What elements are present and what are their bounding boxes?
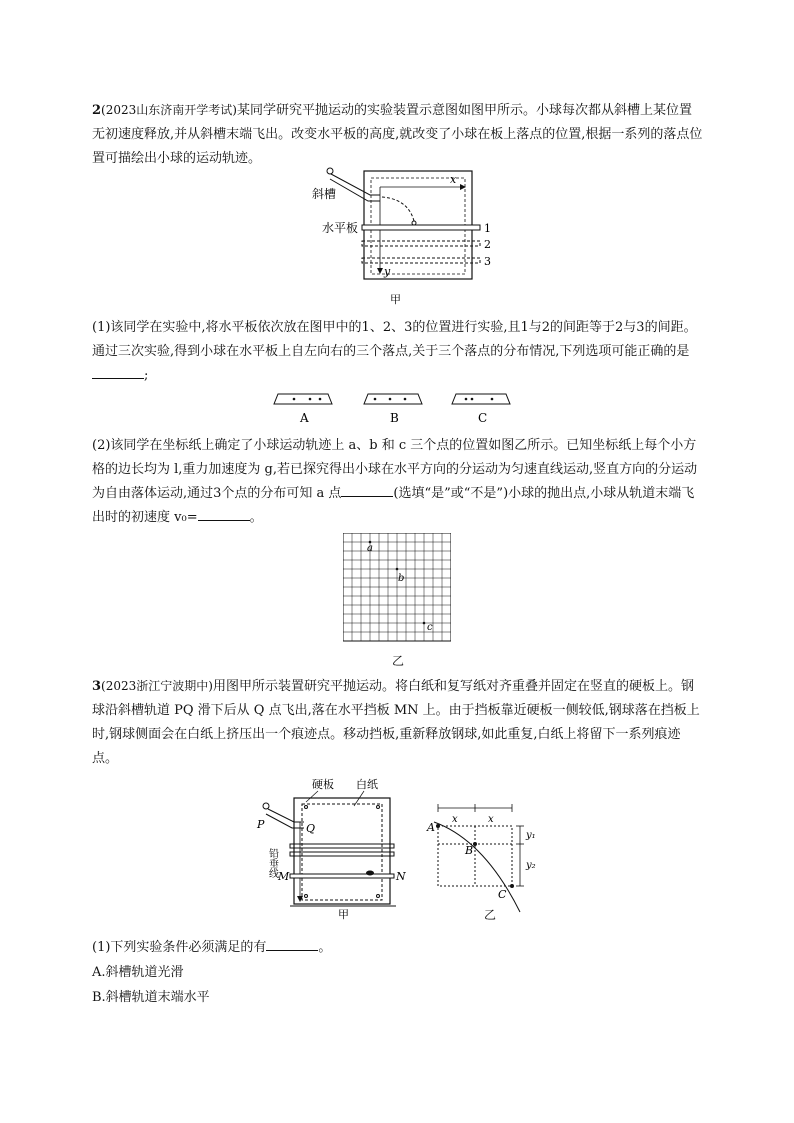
q3-part1-blank	[266, 936, 318, 951]
q3-source: (2023浙江宁波期中)	[101, 679, 213, 693]
q2-label-1: 1	[484, 222, 491, 235]
q2-fig-caption: 甲	[390, 293, 401, 306]
option-b-label: B	[390, 411, 399, 425]
q3-figa-caption: 甲	[338, 908, 349, 921]
q3-label-M: M	[278, 870, 290, 883]
q3-option-a: A.斜槽轨道光滑	[92, 965, 184, 980]
q3-figb-caption: 乙	[484, 908, 497, 922]
q2-part2-blank1	[341, 482, 393, 497]
option-b-board	[364, 394, 422, 404]
q3-stem	[92, 674, 704, 771]
q3-option-b: B.斜槽轨道末端水平	[92, 990, 210, 1005]
q2-label-x: x	[450, 173, 457, 186]
q2-source: (2023山东济南开学考试)	[101, 103, 237, 117]
q3-part1-text: (1)下列实验条件必须满足的有	[92, 940, 267, 955]
q2-figure-apparatus	[300, 165, 500, 315]
q2-part2-text: (2)该同学在坐标纸上确定了小球运动轨迹上 a、b 和 c 三个点的位置如图乙所示。已知坐标纸上每个小方格的边长均为 l,重力加速度为 g,若已探究得出小球在水平方向的分运动为匀速直线运动,竖直方向的分运动为自由落体运动,通过3个点的分布可知 a 点	[92, 438, 698, 501]
q2-part2-end: 。	[249, 510, 263, 525]
q3-hard-board	[294, 798, 390, 904]
q3-trajectory	[434, 822, 520, 912]
q2-label-board: 水平板	[322, 221, 359, 235]
q2-label-2: 2	[484, 238, 491, 251]
q2-label-3: 3	[484, 255, 491, 268]
q3-point-A	[436, 824, 440, 828]
q2-point-b	[396, 568, 399, 571]
q2-chute-top	[327, 168, 333, 174]
q3-chute	[266, 809, 304, 828]
q2-options-figure	[270, 392, 530, 426]
q2-label-chute: 斜槽	[312, 187, 337, 201]
q3-label-Q: Q	[306, 822, 316, 835]
q2-grid-figure	[343, 533, 451, 645]
q2-part2	[92, 434, 704, 530]
q3-point-B	[473, 842, 477, 846]
q3-part1	[92, 936, 704, 960]
q2-part1	[92, 316, 704, 388]
q2-label-b: b	[398, 573, 405, 584]
q2-label-a: a	[367, 543, 373, 554]
q2-part1-end: ;	[144, 368, 149, 383]
q3-number: 3	[92, 679, 102, 694]
q2-stem	[92, 98, 704, 171]
option-c-label: C	[478, 411, 488, 425]
q3-label-x2: x	[488, 814, 494, 825]
q3-baffle-MN	[290, 874, 394, 878]
q2-number: 2	[92, 103, 102, 118]
q3-label-y2: y₂	[526, 860, 536, 871]
q3-label-hardboard: 硬板	[312, 778, 334, 791]
q2-part1-text: (1)该同学在实验中,将水平板依次放在图甲中的1、2、3的位置进行实验,且1与2的间距等于2与3的间距。通过三次实验,得到小球在水平板上自左向右的三个落点,关于三个落点的分布情况,下列选项可能正确的是	[92, 320, 697, 359]
q3-label-paper: 白纸	[356, 778, 378, 791]
q2-part1-blank	[92, 364, 144, 379]
q3-label-plumb: 铅垂线	[266, 848, 278, 878]
q2-grid-caption: 乙	[392, 654, 405, 668]
q2-part2-text2: (选填“是”或“不是”)小球的抛出点,小球从轨道末端飞出时的初速度 v₀=	[92, 486, 695, 525]
q3-label-y1: y₁	[526, 830, 536, 841]
q3-stem-text: 用图甲所示装置研究平抛运动。将白纸和复写纸对齐重叠并固定在竖直的硬板上。钢球沿斜槽轨道 PQ 滑下后从 Q 点飞出,落在水平挡板 MN 上。由于挡板靠近硬板一侧较低,钢球落在挡板上时,钢球侧面会在白纸上挤压出一个痕迹点。移动挡板,重新释放钢球,如此重复,白纸上将留下一系列痕迹点。	[92, 679, 700, 766]
q3-part1-end: 。	[318, 940, 332, 955]
q3-label-B: B	[465, 844, 474, 857]
q2-horizontal-board	[362, 225, 480, 230]
option-c-board	[452, 394, 510, 404]
q2-stem-text: 某同学研究平抛运动的实验装置示意图如图甲所示。小球每次都从斜槽上某位置无初速度释放,并从斜槽末端飞出。改变水平板的高度,就改变了小球在板上落点的位置,根据一系列的落点位置可描绘出小球的运动轨迹。	[92, 103, 703, 166]
q3-label-C: C	[498, 888, 507, 901]
q2-grid-lines	[343, 533, 451, 641]
q2-label-c: c	[427, 622, 433, 633]
q3-label-A: A	[427, 821, 435, 834]
q2-trajectory	[382, 197, 414, 221]
q3-point-C	[510, 884, 514, 888]
q3-ball	[366, 871, 374, 876]
q2-ball	[412, 221, 416, 225]
option-a-board	[274, 394, 332, 404]
q3-figure-apparatus	[254, 776, 414, 921]
q2-point-c	[423, 622, 426, 625]
q2-label-y: y	[384, 265, 391, 278]
q3-label-x1: x	[452, 814, 458, 825]
q2-part2-blank2	[198, 506, 250, 521]
q2-y-arrow	[377, 268, 383, 274]
option-a-label: A	[300, 411, 309, 425]
q3-figure-trace	[424, 800, 548, 920]
q3-label-P: P	[257, 818, 265, 831]
q3-label-N: N	[396, 870, 406, 883]
